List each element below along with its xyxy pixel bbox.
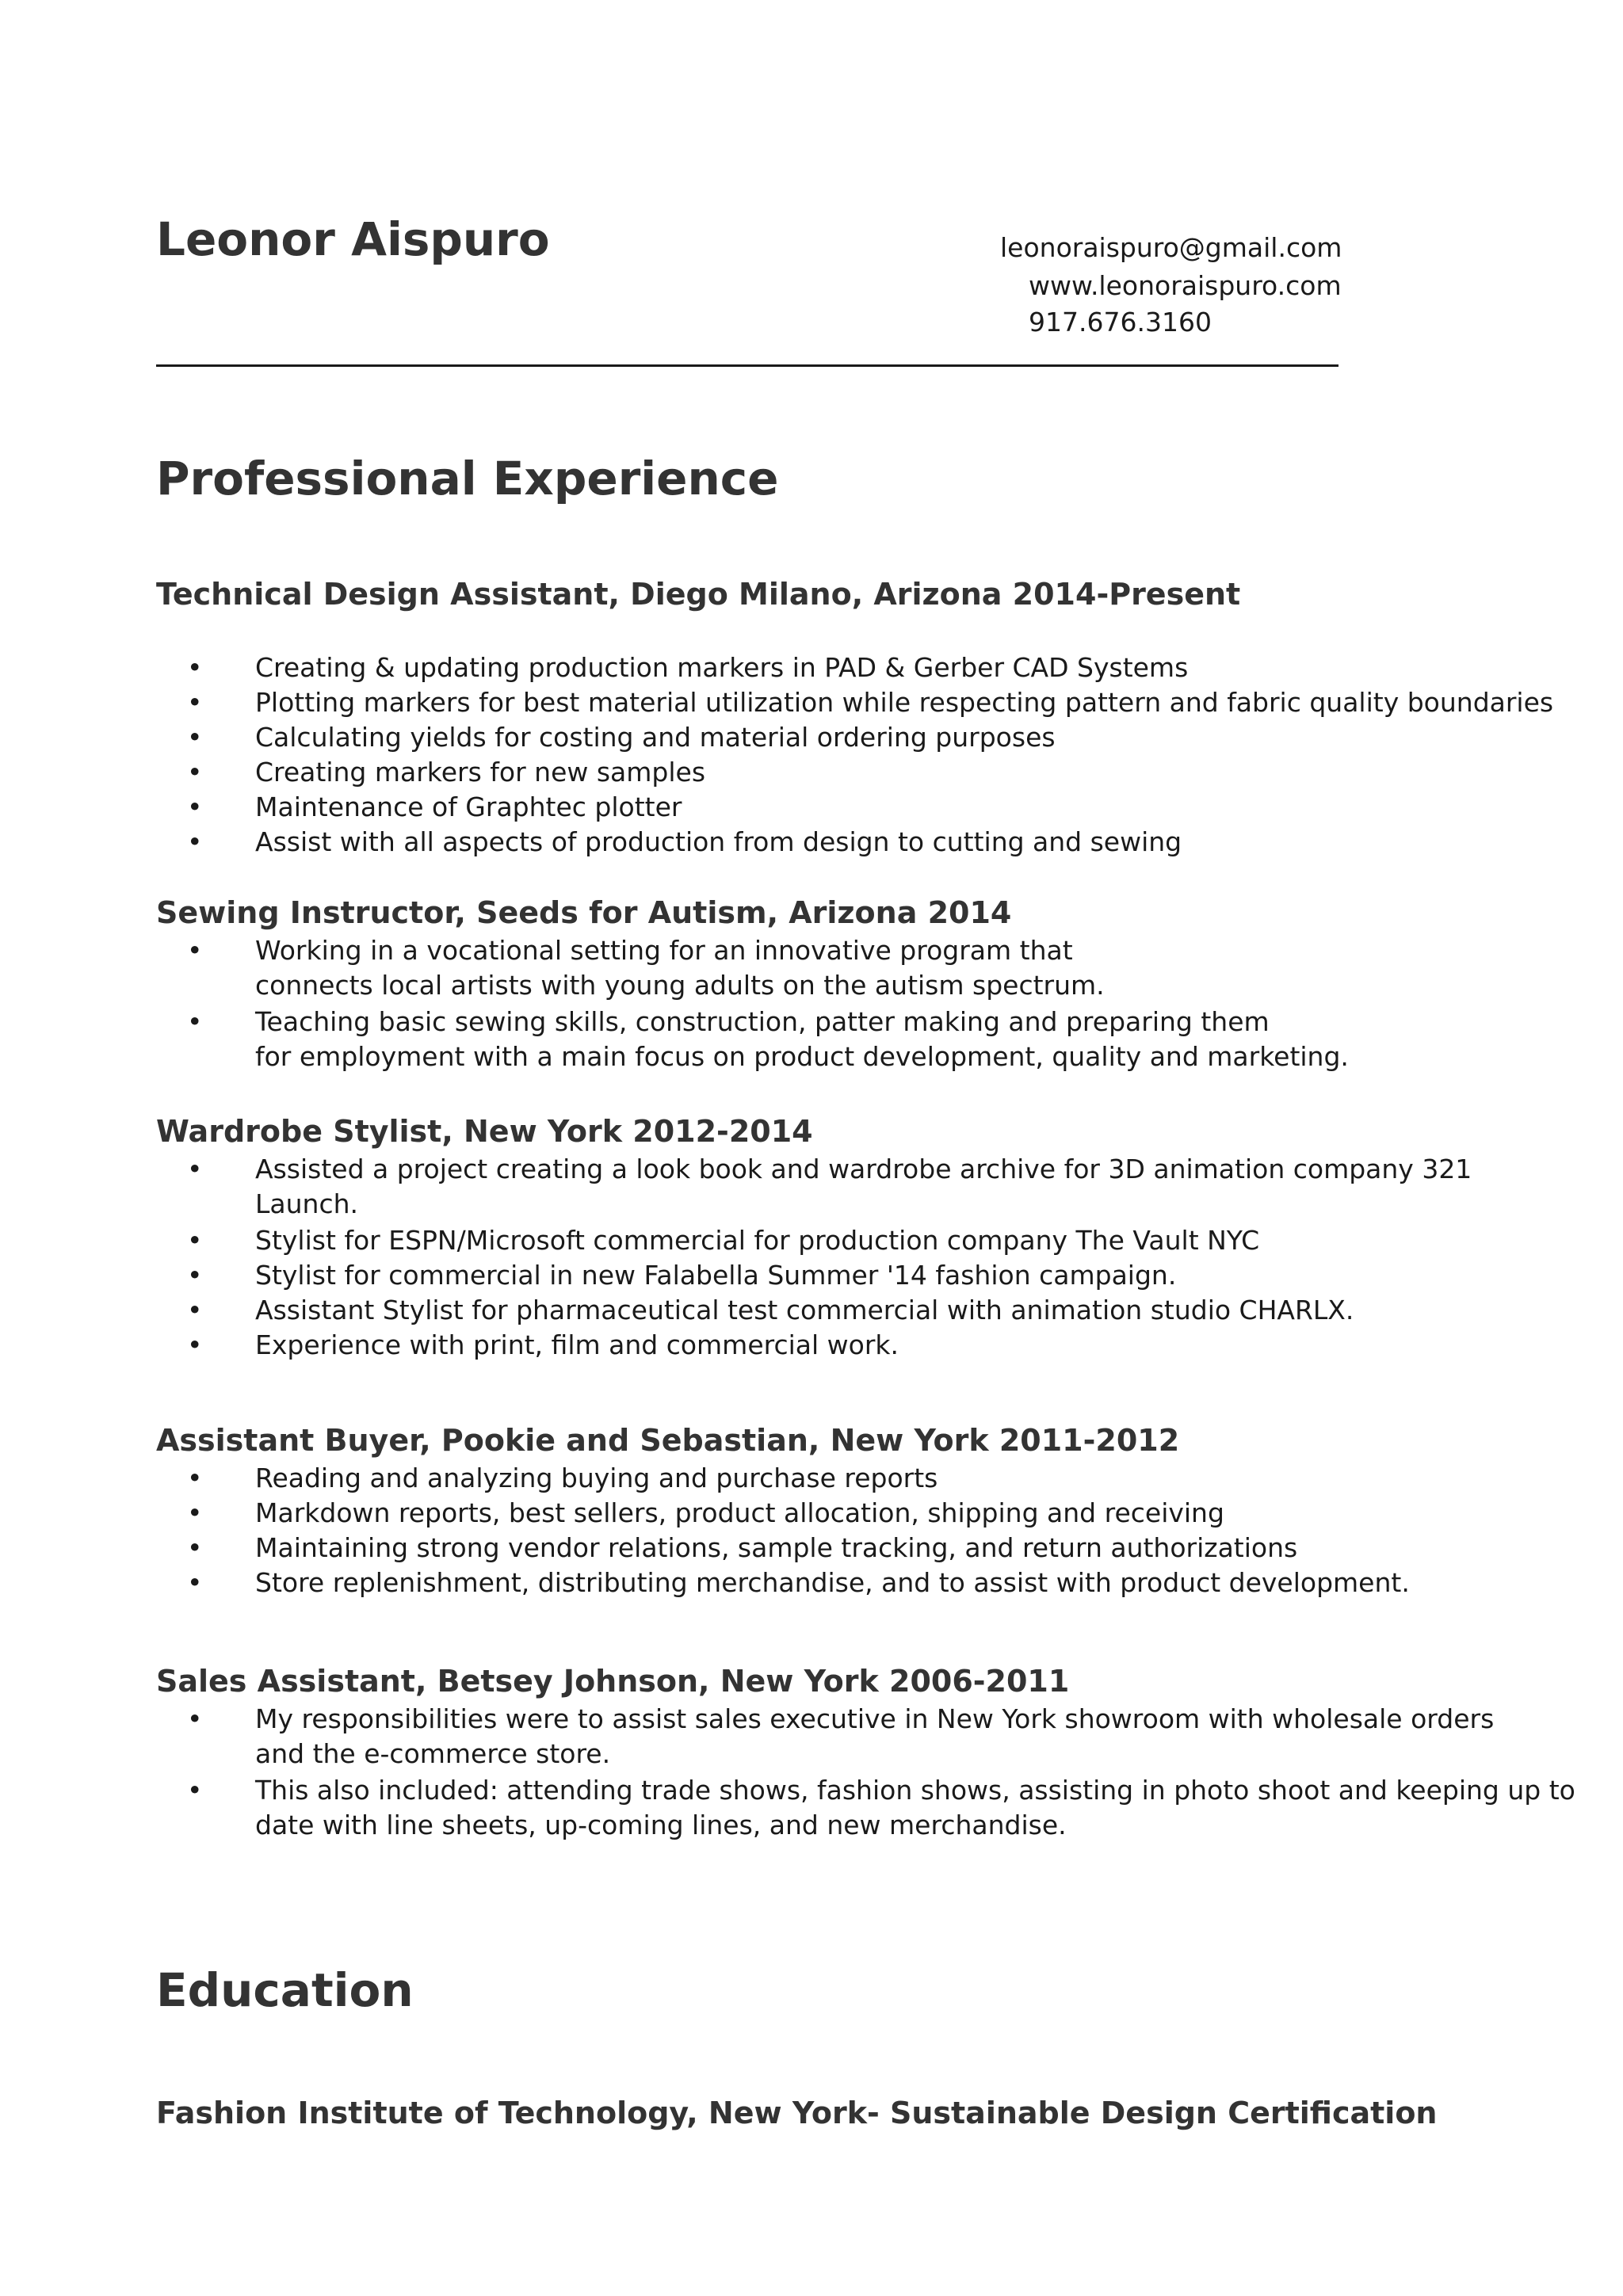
bullet-marker: • — [187, 1497, 203, 1528]
candidate-name: Leonor Aispuro — [156, 212, 550, 266]
bullet-text: My responsibilities were to assist sales executive in New York showroom with wholesale orders — [255, 1703, 1495, 1734]
bullet-text: Assistant Stylist for pharmaceutical test commercial with animation studio CHARLX. — [255, 1295, 1354, 1325]
bullet-text: Calculating yields for costing and material ordering purposes — [255, 722, 1056, 753]
bullet-marker: • — [187, 1329, 203, 1360]
bullet-text: This also included: attending trade shows, fashion shows, assisting in photo shoot and keeping up to — [255, 1775, 1575, 1806]
bullet-text: Creating markers for new samples — [255, 757, 706, 788]
bullet-text: Working in a vocational setting for an innovative program that — [255, 935, 1073, 966]
bullet-marker: • — [187, 791, 203, 822]
bullet-marker: • — [187, 826, 203, 857]
bullet-text: Reading and analyzing buying and purchase reports — [255, 1463, 938, 1493]
header-divider — [156, 364, 1338, 367]
experience-heading: Professional Experience — [156, 452, 779, 505]
education-heading: Education — [156, 1963, 414, 2017]
bullet-text: Store replenishment, distributing merchandise, and to assist with product development. — [255, 1567, 1410, 1598]
bullet-marker: • — [187, 652, 203, 683]
bullet-text: for employment with a main focus on product development, quality and marketing. — [255, 1041, 1349, 1072]
bullet-text: Plotting markers for best material utilization while respecting pattern and fabric quality boundaries — [255, 687, 1554, 718]
bullet-marker: • — [187, 1154, 203, 1184]
bullet-text: Experience with print, film and commercial work. — [255, 1329, 899, 1360]
bullet-marker: • — [187, 722, 203, 753]
bullet-marker: • — [187, 1006, 203, 1037]
bullet-marker: • — [187, 687, 203, 718]
bullet-text: Maintaining strong vendor relations, sample tracking, and return authorizations — [255, 1532, 1298, 1563]
job-title: Sewing Instructor, Seeds for Autism, Arizona 2014 — [156, 895, 1012, 930]
bullet-text: Teaching basic sewing skills, construction, patter making and preparing them — [255, 1006, 1270, 1037]
bullet-marker: • — [187, 935, 203, 966]
contact-phone: 917.676.3160 — [1029, 307, 1212, 338]
job-title: Technical Design Assistant, Diego Milano, Arizona 2014-Present — [156, 577, 1241, 612]
bullet-text: Launch. — [255, 1188, 358, 1219]
bullet-text: Assist with all aspects of production from design to cutting and sewing — [255, 826, 1182, 857]
job-title: Sales Assistant, Betsey Johnson, New York 2006-2011 — [156, 1664, 1070, 1699]
bullet-text: and the e-commerce store. — [255, 1738, 611, 1769]
bullet-text: Stylist for ESPN/Microsoft commercial for production company The Vault NYC — [255, 1225, 1260, 1256]
job-title: Wardrobe Stylist, New York 2012-2014 — [156, 1114, 813, 1149]
bullet-marker: • — [187, 1532, 203, 1563]
bullet-text: connects local artists with young adults on the autism spectrum. — [255, 970, 1105, 1001]
bullet-text: date with line sheets, up-coming lines, and new merchandise. — [255, 1810, 1067, 1840]
bullet-text: Maintenance of Graphtec plotter — [255, 791, 682, 822]
bullet-marker: • — [187, 1463, 203, 1493]
bullet-text: Stylist for commercial in new Falabella Summer '14 fashion campaign. — [255, 1260, 1177, 1291]
bullet-text: Creating & updating production markers in PAD & Gerber CAD Systems — [255, 652, 1189, 683]
bullet-marker: • — [187, 1295, 203, 1325]
contact-email: leonoraispuro@gmail.com — [1000, 232, 1342, 263]
bullet-marker: • — [187, 1260, 203, 1291]
bullet-text: Assisted a project creating a look book and wardrobe archive for 3D animation company 321 — [255, 1154, 1472, 1184]
bullet-marker: • — [187, 1775, 203, 1806]
bullet-marker: • — [187, 1703, 203, 1734]
bullet-marker: • — [187, 757, 203, 788]
bullet-text: Markdown reports, best sellers, product allocation, shipping and receiving — [255, 1497, 1224, 1528]
bullet-marker: • — [187, 1225, 203, 1256]
contact-website: www.leonoraispuro.com — [1029, 270, 1342, 301]
bullet-marker: • — [187, 1567, 203, 1598]
education-entry: Fashion Institute of Technology, New York- Sustainable Design Certification — [156, 2096, 1438, 2130]
job-title: Assistant Buyer, Pookie and Sebastian, New York 2011-2012 — [156, 1423, 1180, 1458]
